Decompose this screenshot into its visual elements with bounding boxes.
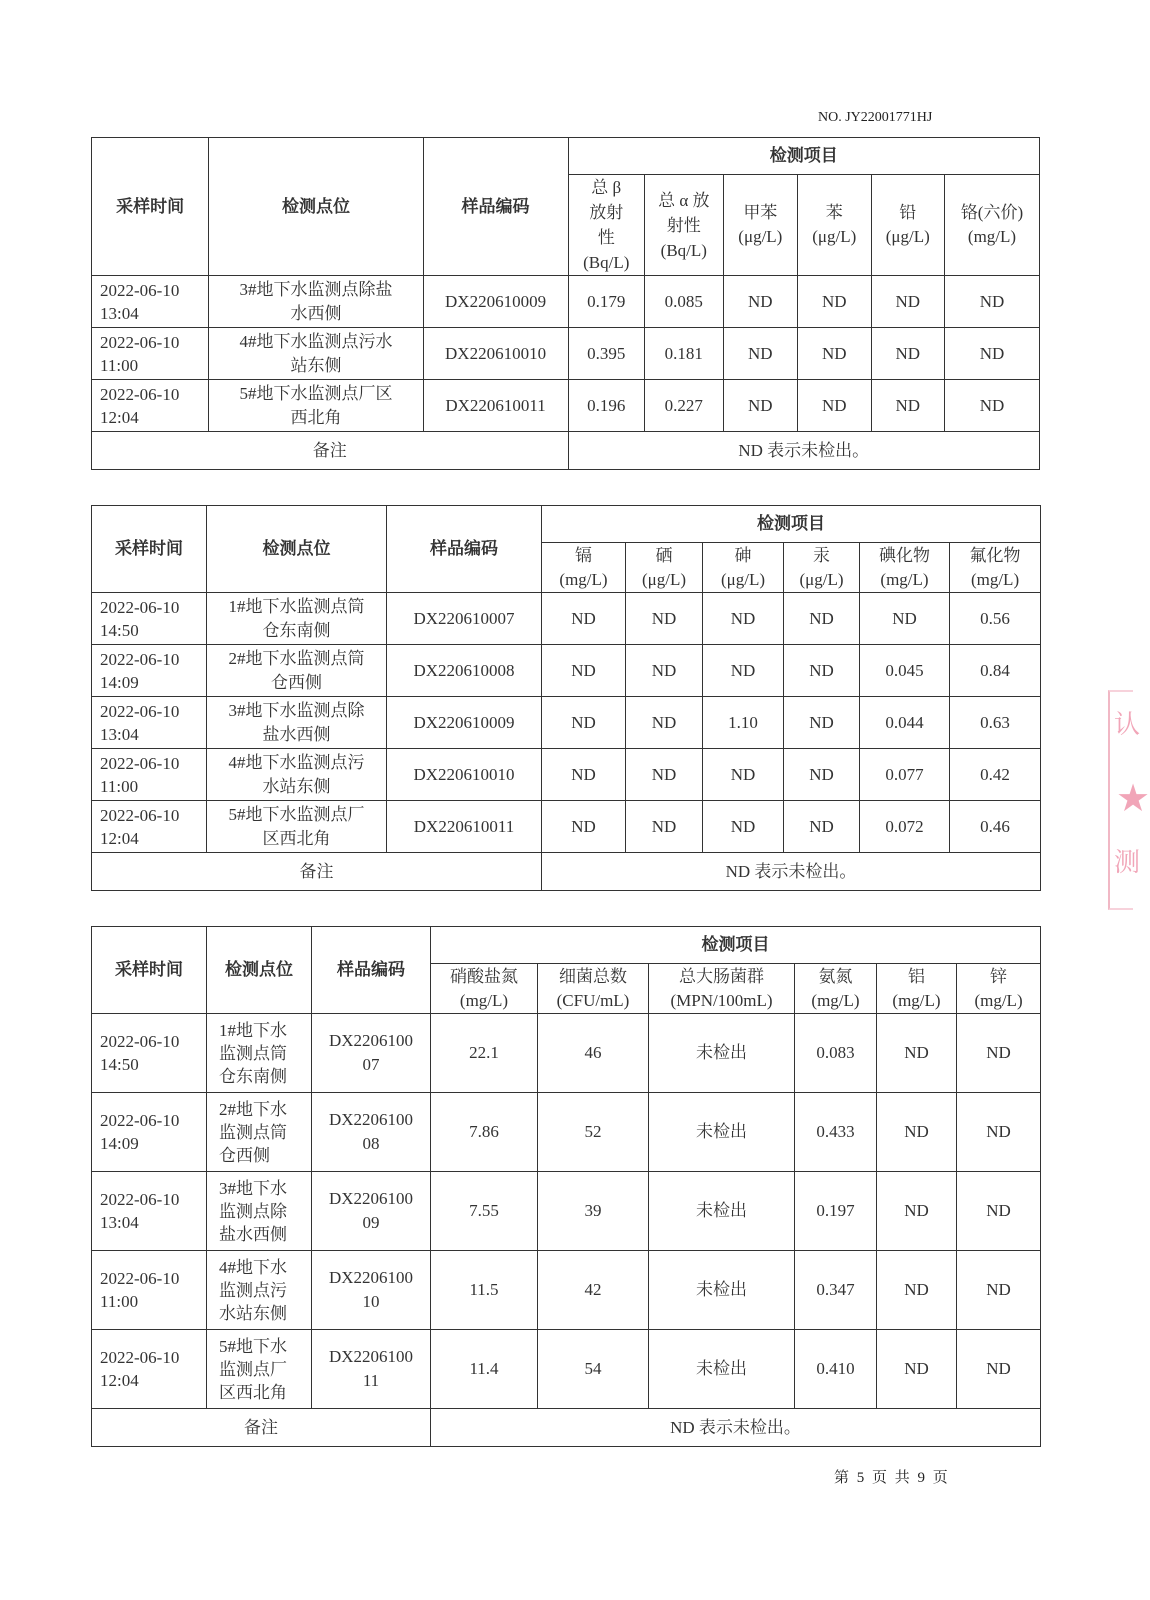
value-cell: ND [626,645,703,697]
table-row [92,276,1040,328]
site-cell: 4#地下水监测点污水 站东侧 [209,328,423,380]
value-cell: 22.1 [431,1014,538,1093]
table-row [92,1172,1041,1251]
site-cell: 1#地下水监测点筒 仓东南侧 [207,593,387,645]
header-test-items: 检测项目 [431,927,1041,964]
value-cell: 未检出 [649,1251,795,1330]
site-cell: 2#地下水 监测点筒 仓西侧 [207,1093,312,1172]
value-cell: 0.045 [860,645,950,697]
site-cell: 5#地下水监测点厂 区西北角 [207,801,387,853]
value-cell: ND [877,1330,957,1409]
value-cell: ND [542,801,626,853]
remark-row [92,853,1041,891]
value-cell: ND [877,1172,957,1251]
param-header: 氟化物 (mg/L) [950,543,1041,593]
value-cell: 11.5 [431,1251,538,1330]
value-cell: ND [723,380,797,432]
value-cell: 0.072 [860,801,950,853]
sample-code-cell: DX220610011 [423,380,568,432]
sampling-time-cell: 2022-06-10 14:09 [92,1093,207,1172]
sample-code-cell: DX2206100 08 [312,1093,431,1172]
value-cell: ND [542,697,626,749]
header-sampling-time: 采样时间 [92,138,209,276]
value-cell: 0.63 [950,697,1041,749]
table-row [92,801,1041,853]
header-sample-code: 样品编码 [312,927,431,1014]
site-cell: 4#地下水监测点污 水站东侧 [207,749,387,801]
sample-code-cell: DX220610008 [387,645,542,697]
site-cell: 3#地下水 监测点除 盐水西侧 [207,1172,312,1251]
sampling-time-cell: 2022-06-10 14:50 [92,1014,207,1093]
value-cell: 0.044 [860,697,950,749]
value-cell: 0.42 [950,749,1041,801]
value-cell: ND [798,276,871,328]
header-sample-code: 样品编码 [387,506,542,593]
value-cell: ND [542,645,626,697]
value-cell: 7.55 [431,1172,538,1251]
table-row [92,697,1041,749]
results-table-3 [91,926,1041,1447]
value-cell: 52 [538,1093,649,1172]
value-cell: 0.179 [568,276,645,328]
sampling-time-cell: 2022-06-10 13:04 [92,276,209,328]
results-table-1 [91,137,1040,470]
param-header: 铬(六价) (mg/L) [944,175,1039,276]
value-cell: 未检出 [649,1093,795,1172]
site-cell: 5#地下水 监测点厂 区西北角 [207,1330,312,1409]
param-header: 细菌总数 (CFU/mL) [538,964,649,1014]
value-cell: 7.86 [431,1093,538,1172]
table-row [92,593,1041,645]
table-row [92,1330,1041,1409]
value-cell: ND [784,645,860,697]
value-cell: 0.395 [568,328,645,380]
sample-code-cell: DX220610010 [387,749,542,801]
site-cell: 3#地下水监测点除 盐水西侧 [207,697,387,749]
remark-row [92,432,1040,470]
sampling-time-cell: 2022-06-10 14:50 [92,593,207,645]
value-cell: ND [957,1014,1041,1093]
remark-label: 备注 [92,432,569,470]
remark-text: ND 表示未检出。 [431,1409,1041,1447]
sampling-time-cell: 2022-06-10 12:04 [92,1330,207,1409]
results-table-2 [91,505,1041,891]
value-cell: ND [944,328,1039,380]
site-cell: 3#地下水监测点除盐 水西侧 [209,276,423,328]
remark-row [92,1409,1041,1447]
value-cell: ND [784,749,860,801]
value-cell: 0.56 [950,593,1041,645]
value-cell: ND [877,1251,957,1330]
value-cell: ND [877,1014,957,1093]
sampling-time-cell: 2022-06-10 11:00 [92,1251,207,1330]
value-cell: 0.347 [795,1251,877,1330]
sample-code-cell: DX2206100 11 [312,1330,431,1409]
page-number: 第 5 页 共 9 页 [834,1470,950,1486]
report-number: NO. JY22001771HJ [818,110,933,125]
value-cell: ND [784,801,860,853]
header-site: 检测点位 [207,927,312,1014]
value-cell: 未检出 [649,1172,795,1251]
value-cell: ND [626,697,703,749]
param-header: 铝 (mg/L) [877,964,957,1014]
value-cell: ND [626,593,703,645]
site-cell: 1#地下水 监测点筒 仓东南侧 [207,1014,312,1093]
sampling-time-cell: 2022-06-10 11:00 [92,328,209,380]
value-cell: 54 [538,1330,649,1409]
table-row [92,1014,1041,1093]
value-cell: ND [877,1093,957,1172]
value-cell: ND [957,1251,1041,1330]
value-cell: ND [703,801,784,853]
param-header: 铅 (μg/L) [871,175,944,276]
table-row [92,1251,1041,1330]
sample-code-cell: DX220610010 [423,328,568,380]
value-cell: 39 [538,1172,649,1251]
sampling-time-cell: 2022-06-10 14:09 [92,645,207,697]
value-cell: 0.181 [645,328,724,380]
value-cell: ND [703,593,784,645]
param-header: 砷 (μg/L) [703,543,784,593]
value-cell: ND [703,645,784,697]
value-cell: 0.410 [795,1330,877,1409]
sample-code-cell: DX2206100 07 [312,1014,431,1093]
param-header: 总 β 放射 性 (Bq/L) [568,175,645,276]
param-header: 总大肠菌群 (MPN/100mL) [649,964,795,1014]
sampling-time-cell: 2022-06-10 12:04 [92,801,207,853]
stamp-char: 认 [1114,710,1141,739]
value-cell: ND [784,697,860,749]
remark-text: ND 表示未检出。 [568,432,1040,470]
sampling-time-cell: 2022-06-10 11:00 [92,749,207,801]
site-cell: 5#地下水监测点厂区 西北角 [209,380,423,432]
value-cell: ND [723,328,797,380]
value-cell: ND [626,801,703,853]
sampling-time-cell: 2022-06-10 12:04 [92,380,209,432]
value-cell: ND [957,1093,1041,1172]
sampling-time-cell: 2022-06-10 13:04 [92,1172,207,1251]
param-header: 镉 (mg/L) [542,543,626,593]
value-cell: ND [542,749,626,801]
table-row [92,328,1040,380]
value-cell: ND [798,380,871,432]
sampling-time-cell: 2022-06-10 13:04 [92,697,207,749]
value-cell: ND [784,593,860,645]
param-header: 苯 (μg/L) [798,175,871,276]
value-cell: 11.4 [431,1330,538,1409]
value-cell: 0.196 [568,380,645,432]
param-header: 硒 (μg/L) [626,543,703,593]
value-cell: ND [723,276,797,328]
header-sample-code: 样品编码 [423,138,568,276]
value-cell: ND [957,1330,1041,1409]
param-header: 硝酸盐氮 (mg/L) [431,964,538,1014]
value-cell: 0.433 [795,1093,877,1172]
table-row [92,1093,1041,1172]
value-cell: ND [871,276,944,328]
value-cell: 1.10 [703,697,784,749]
header-test-items: 检测项目 [542,506,1041,543]
stamp-char: 测 [1114,848,1141,877]
remark-label: 备注 [92,853,542,891]
param-header: 氨氮 (mg/L) [795,964,877,1014]
sample-code-cell: DX220610009 [423,276,568,328]
site-cell: 2#地下水监测点筒 仓西侧 [207,645,387,697]
param-header: 锌 (mg/L) [957,964,1041,1014]
param-header: 甲苯 (μg/L) [723,175,797,276]
value-cell: ND [703,749,784,801]
header-sampling-time: 采样时间 [92,927,207,1014]
value-cell: ND [871,328,944,380]
value-cell: 未检出 [649,1330,795,1409]
param-header: 汞 (μg/L) [784,543,860,593]
header-site: 检测点位 [209,138,423,276]
value-cell: 0.085 [645,276,724,328]
remark-label: 备注 [92,1409,431,1447]
value-cell: ND [944,380,1039,432]
site-cell: 4#地下水 监测点污 水站东侧 [207,1251,312,1330]
sample-code-cell: DX220610011 [387,801,542,853]
value-cell: 0.197 [795,1172,877,1251]
value-cell: ND [626,749,703,801]
param-header: 碘化物 (mg/L) [860,543,950,593]
value-cell: 0.227 [645,380,724,432]
official-stamp [1108,690,1150,910]
value-cell: 0.083 [795,1014,877,1093]
value-cell: 42 [538,1251,649,1330]
value-cell: ND [871,380,944,432]
table-row [92,380,1040,432]
remark-text: ND 表示未检出。 [542,853,1041,891]
header-test-items: 检测项目 [568,138,1040,175]
value-cell: 0.84 [950,645,1041,697]
table-row [92,645,1041,697]
value-cell: 0.46 [950,801,1041,853]
value-cell: 46 [538,1014,649,1093]
value-cell: ND [944,276,1039,328]
value-cell: ND [860,593,950,645]
value-cell: ND [957,1172,1041,1251]
value-cell: ND [798,328,871,380]
sample-code-cell: DX2206100 09 [312,1172,431,1251]
value-cell: 0.077 [860,749,950,801]
sample-code-cell: DX220610007 [387,593,542,645]
value-cell: ND [542,593,626,645]
param-header: 总 α 放 射性 (Bq/L) [645,175,724,276]
sample-code-cell: DX220610009 [387,697,542,749]
header-site: 检测点位 [207,506,387,593]
table-row [92,749,1041,801]
star-icon: ★ [1116,778,1150,820]
sample-code-cell: DX2206100 10 [312,1251,431,1330]
value-cell: 未检出 [649,1014,795,1093]
header-sampling-time: 采样时间 [92,506,207,593]
